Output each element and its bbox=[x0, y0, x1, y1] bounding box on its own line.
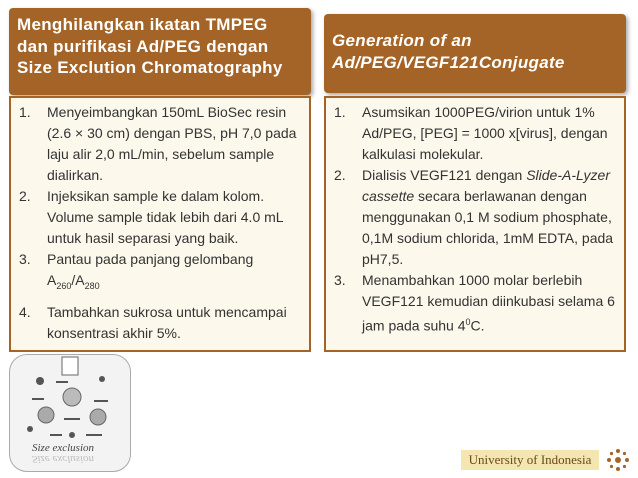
item-number: 2. bbox=[19, 188, 31, 204]
item-text: Asumsikan 1000PEG/virion untuk 1% Ad/PEG, [PEG] = 1000 x[virus], dengan kalkulasi molekular. bbox=[362, 104, 608, 162]
subscript: 280 bbox=[84, 280, 100, 291]
left-panel-body bbox=[9, 96, 311, 352]
bead bbox=[69, 432, 75, 438]
porous-bead bbox=[38, 407, 54, 423]
left-panel-title: Menghilangkan ikatan TMPEG dan purifikasi Ad/PEG dengan Size Exclution Chromatography bbox=[9, 8, 311, 95]
figure-caption: Size exclusion bbox=[32, 442, 95, 454]
item-number: 1. bbox=[19, 104, 31, 120]
sample-tube bbox=[62, 357, 78, 375]
size-exclusion-figure bbox=[9, 354, 131, 472]
list-item bbox=[332, 102, 618, 165]
list-item bbox=[17, 249, 303, 297]
item-text: Menyeimbangkan 150mL BioSec resin (2.6 × 30 cm) dengan PBS, pH 7,0 pada laju alir 2,0 mL/min, sebelum sample dialirkan. bbox=[47, 104, 297, 183]
list-item bbox=[332, 165, 618, 270]
list-item bbox=[17, 102, 303, 186]
bead bbox=[27, 426, 33, 432]
right-panel-body bbox=[324, 96, 626, 352]
item-text-italic: Slide-A-Lyzer cassette bbox=[362, 167, 610, 204]
figure-caption-reflection: Size exclusion bbox=[32, 453, 95, 465]
porous-bead bbox=[63, 388, 81, 406]
item-number: 2. bbox=[334, 167, 346, 183]
list-item bbox=[332, 270, 618, 337]
bead bbox=[36, 377, 44, 385]
university-label: University of Indonesia bbox=[461, 450, 599, 470]
item-number: 3. bbox=[19, 251, 31, 267]
item-text: Dialisis VEGF121 dengan bbox=[362, 167, 527, 183]
list-item bbox=[17, 186, 303, 249]
item-text: Tambahkan sukrosa untuk mencampai konsentrasi akhir 5%. bbox=[47, 303, 287, 341]
item-number: 1. bbox=[334, 104, 346, 120]
item-text: C. bbox=[470, 317, 485, 334]
porous-bead bbox=[90, 409, 106, 425]
superscript: 0 bbox=[465, 317, 471, 327]
university-logo-icon bbox=[603, 446, 633, 474]
item-text: secara berlawanan dengan menggunakan 0,1 M sodium phosphate, 0,1M sodium chlorida, 1mM EDTA, pada pH7,5. bbox=[362, 188, 614, 267]
bead bbox=[99, 376, 105, 382]
right-panel-title: Generation of an Ad/PEG/VEGF121Conjugate bbox=[324, 14, 626, 93]
subscript: 260 bbox=[56, 280, 72, 291]
item-text: /A bbox=[71, 272, 85, 288]
item-number: 3. bbox=[334, 272, 346, 288]
item-text: Menambahkan 1000 molar berlebih VEGF121 kemudian diinkubasi selama 6 jam pada suhu 4 bbox=[362, 272, 615, 334]
item-text: Injeksikan sample ke dalam kolom. Volume sample tidak lebih dari 4.0 mL untuk hasil separasi yang baik. bbox=[47, 188, 284, 246]
left-steps-list bbox=[17, 102, 303, 344]
list-item bbox=[17, 302, 303, 344]
right-steps-list bbox=[332, 102, 618, 337]
item-text: Pantau pada panjang gelombang A bbox=[47, 251, 254, 288]
item-number: 4. bbox=[19, 303, 31, 320]
